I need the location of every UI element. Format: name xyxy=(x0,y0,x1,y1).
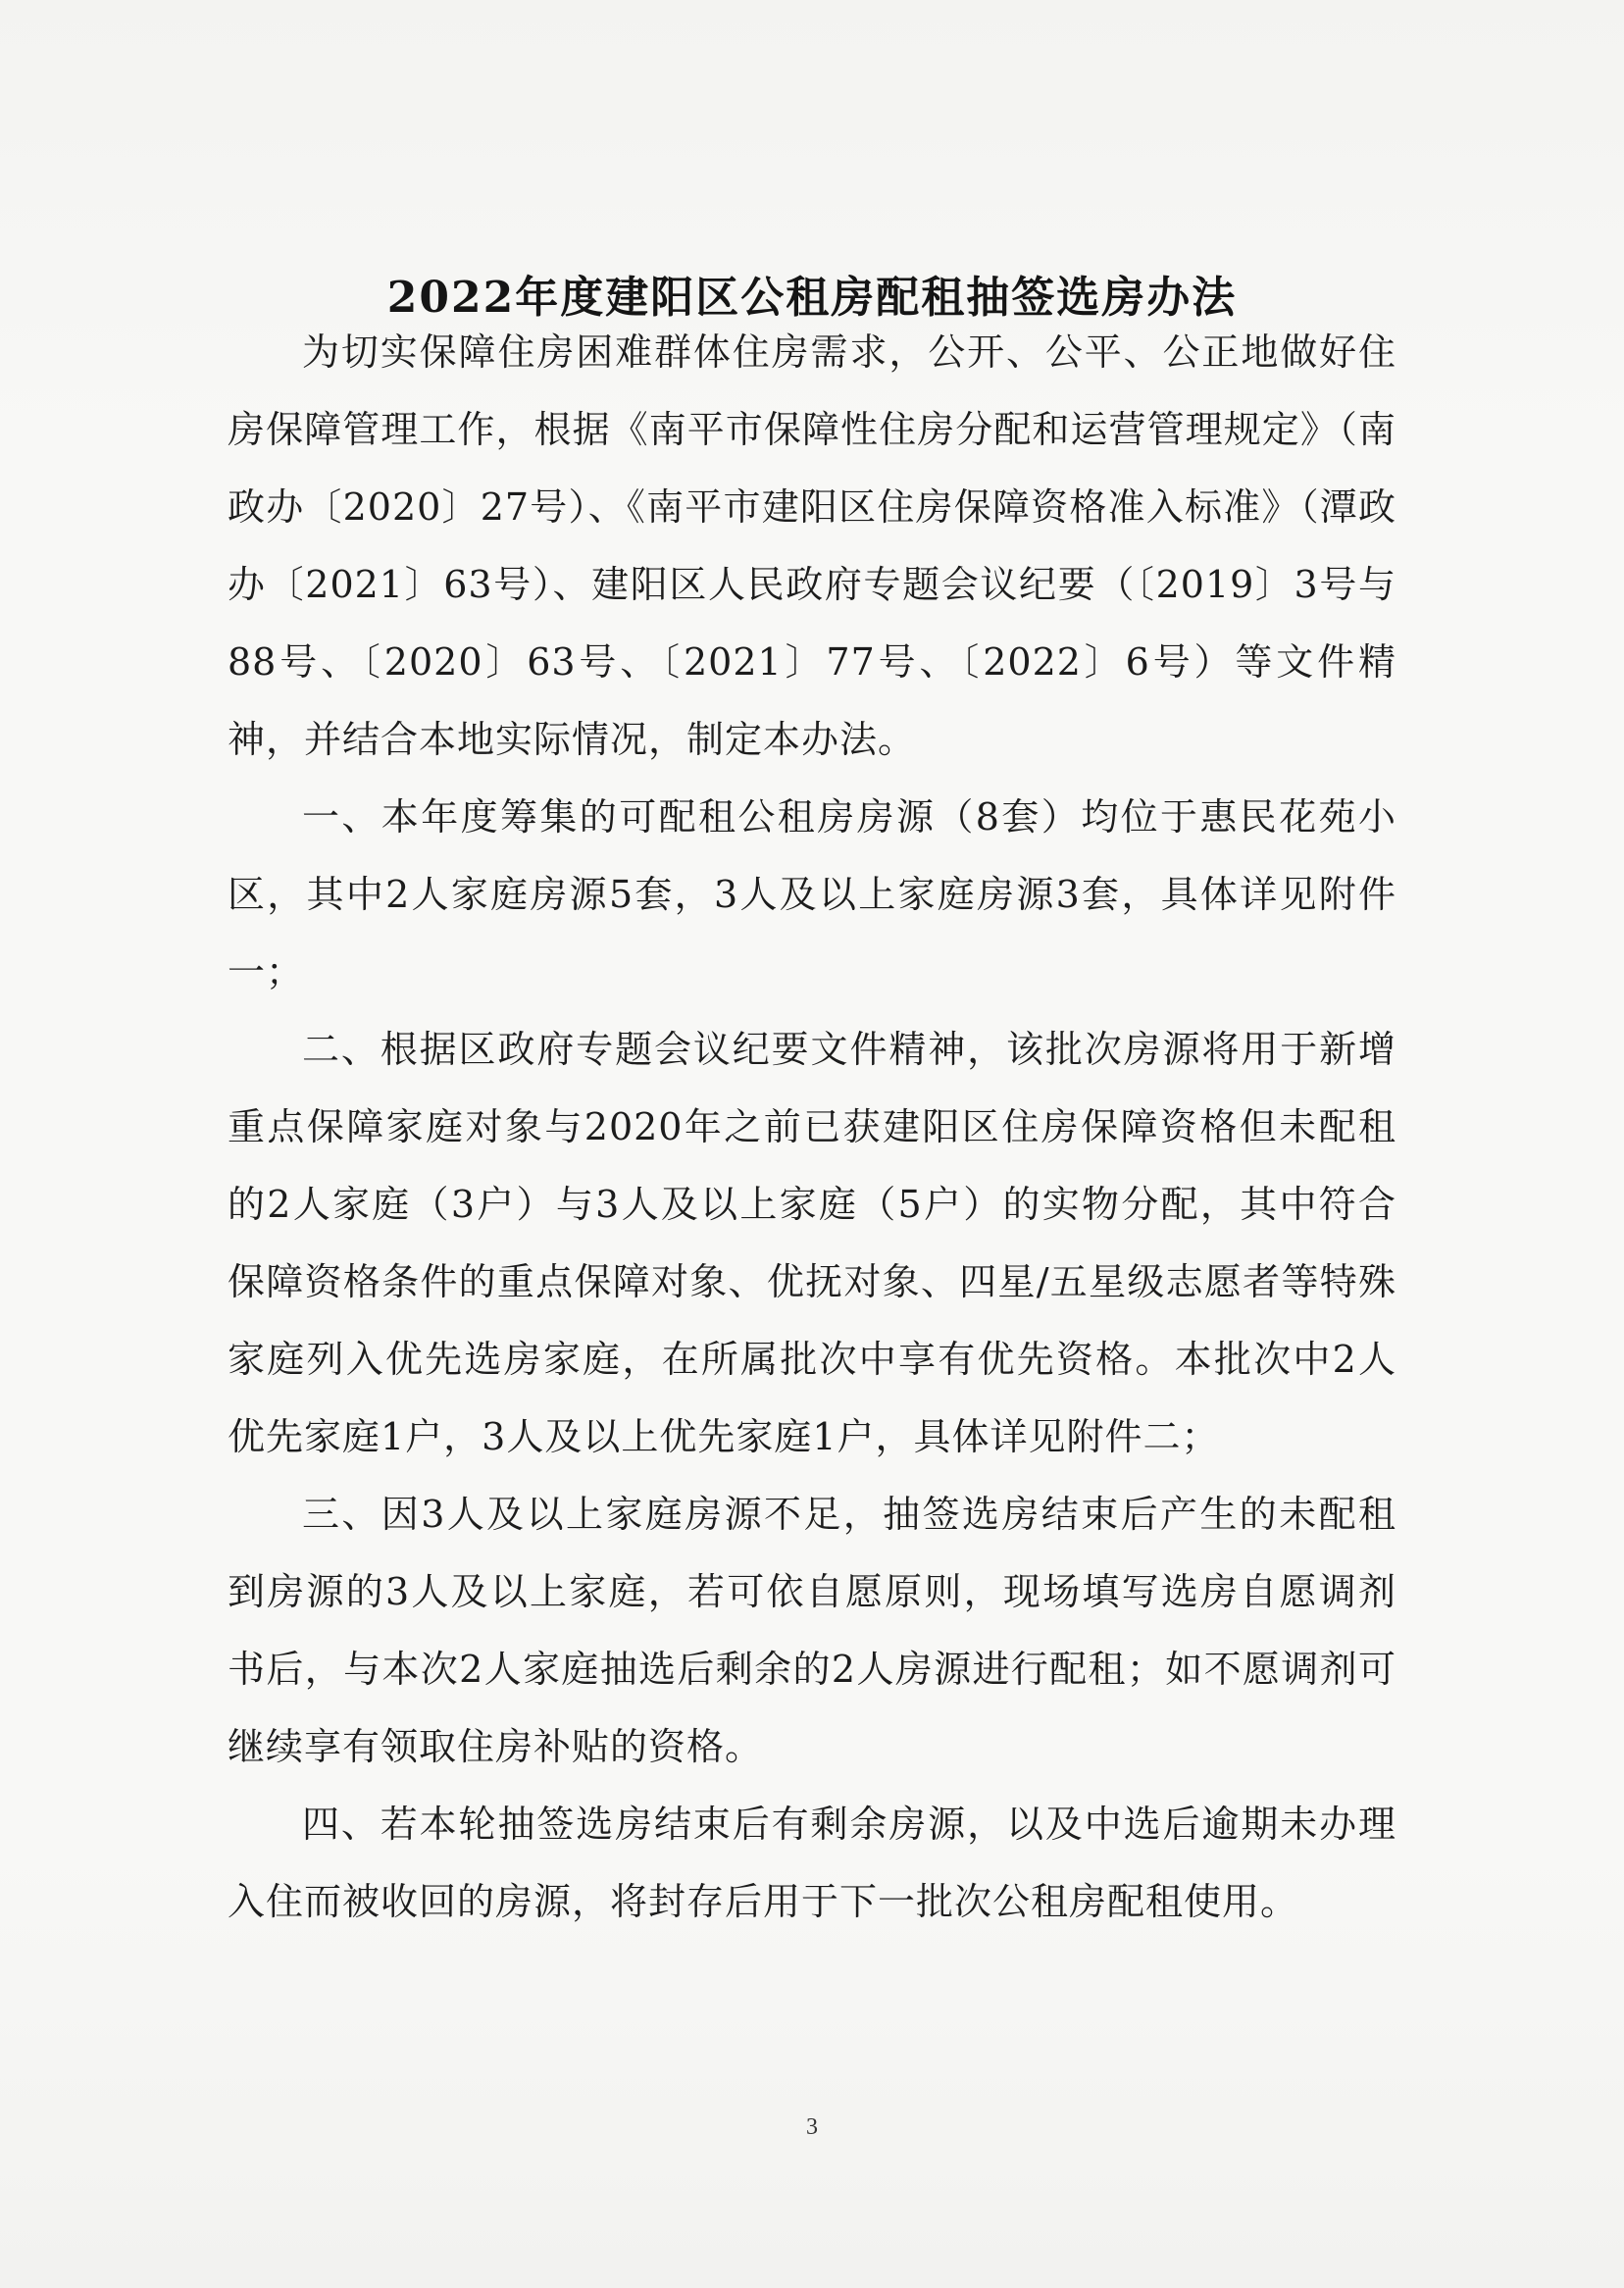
document-body xyxy=(228,314,1396,1941)
document-title: 2022年度建阳区公租房配租抽签选房办法 xyxy=(386,273,1238,324)
page-number: 3 xyxy=(806,2114,818,2140)
paragraph-section-3: 三、因3人及以上家庭房源不足，抽签选房结束后产生的未配租到房源的3人及以上家庭，若可依自愿原则，现场填写选房自愿调剂书后，与本次2人家庭抽选后剩余的2人房源进行配租；如不愿调剂可继续享有领取住房补贴的资格。 xyxy=(228,1493,1396,1768)
paragraph-section-4: 四、若本轮抽签选房结束后有剩余房源，以及中选后逾期未办理入住而被收回的房源，将封存后用于下一批次公租房配租使用。 xyxy=(228,1803,1396,1923)
paragraph-section-1: 一、本年度筹集的可配租公租房房源（8套）均位于惠民花苑小区，其中2人家庭房源5套，3人及以上家庭房源3套，具体详见附件一； xyxy=(228,795,1396,993)
paragraph-section-2: 二、根据区政府专题会议纪要文件精神，该批次房源将用于新增重点保障家庭对象与2020年之前已获建阳区住房保障资格但未配租的2人家庭（3户）与3人及以上家庭（5户）的实物分配，其中符合保障资格条件的重点保障对象、优抚对象、四星/五星级志愿者等特殊家庭列入优先选房家庭，在所属批次中享有优先资格。本批次中2人优先家庭1户，3人及以上优先家庭1户，具体详见附件二； xyxy=(228,1028,1396,1458)
paragraph-preamble: 为切实保障住房困难群体住房需求，公开、公平、公正地做好住房保障管理工作，根据《南平市保障性住房分配和运营管理规定》（南政办〔2020〕27号）、《南平市建阳区住房保障资格准入标准》（潭政办〔2021〕63号）、建阳区人民政府专题会议纪要（〔2019〕3号与88号、〔2020〕63号、〔2021〕77号、〔2022〕6号）等文件精神，并结合本地实际情况，制定本办法。 xyxy=(228,330,1396,761)
